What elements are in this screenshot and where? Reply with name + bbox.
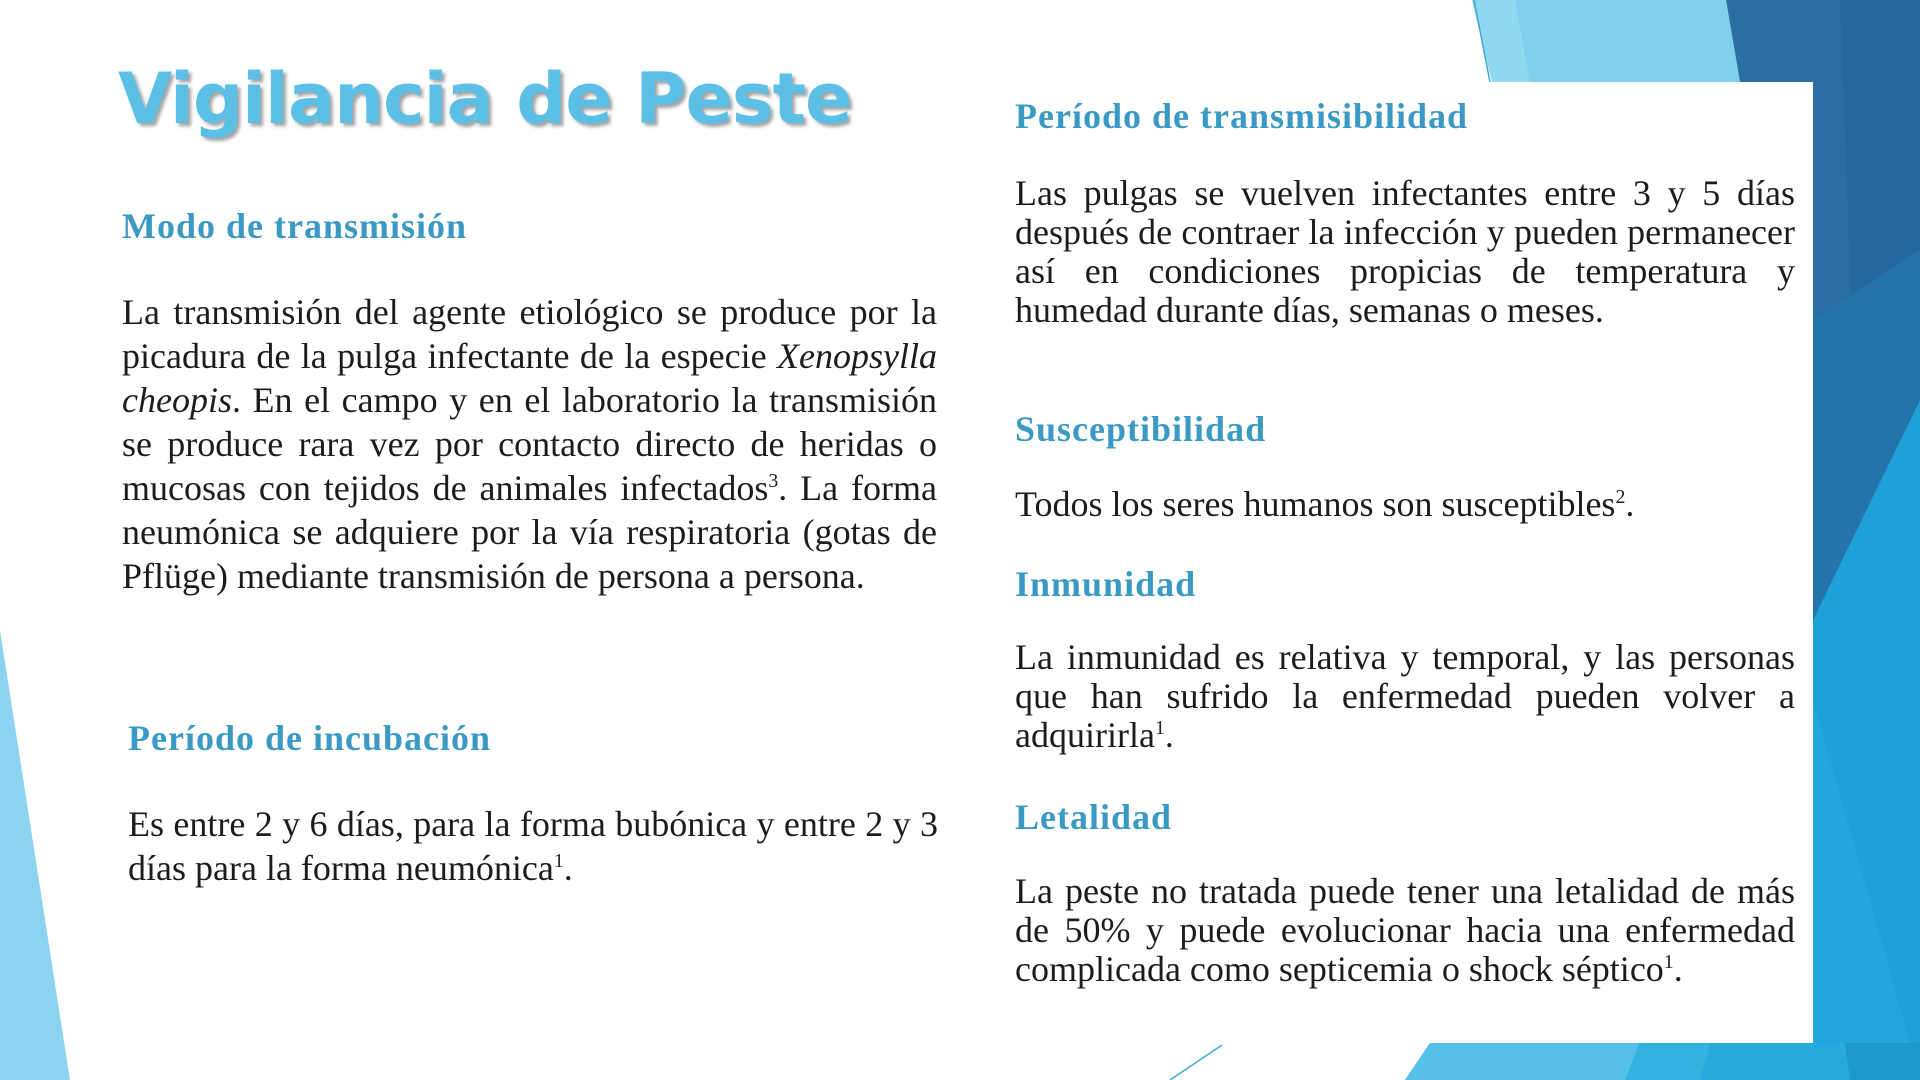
reference-mark: 3 bbox=[768, 470, 779, 492]
heading-inmunidad: Inmunidad bbox=[1015, 564, 1197, 604]
left-accent-shape bbox=[0, 630, 70, 1080]
species-name: Xenopsylla cheopis bbox=[122, 336, 937, 420]
paragraph-letalidad: La peste no tratada puede tener una letalidad de más de 50% y puede evolucionar hacia una enfermedad complicada como septicemia o shock séptico$^1$. bbox=[1015, 871, 1795, 989]
paragraph-susceptibilidad: Todos los seres humanos son susceptibles$^2$. bbox=[1015, 484, 1635, 524]
reference-mark: 1 bbox=[1663, 951, 1674, 973]
reference-mark: 1 bbox=[1154, 717, 1165, 739]
paragraph-modo-transmision: La transmisión del agente etiológico se produce por la picadura de la pulga infectante de la especie Xenopsylla cheopis. En el campo y en el laboratorio la transmisión se produce rara vez por contacto directo de heridas o mucosas con tejidos de animales infectados$^3$. La forma neumónica se adquiere por la vía respiratoria (gotas de Pflüge) mediante transmisión de persona a persona. bbox=[122, 292, 937, 596]
heading-modo-transmision: Modo de transmisión bbox=[122, 206, 468, 246]
heading-susceptibilidad: Susceptibilidad bbox=[1015, 409, 1267, 449]
heading-periodo-transmisibilidad: Período de transmisibilidad bbox=[1015, 96, 1469, 136]
decorative-line bbox=[1170, 1045, 1222, 1080]
paragraph-periodo-transmisibilidad: Las pulgas se vuelven infectantes entre 3 y 5 días después de contraer la infección y pueden permanecer así en condiciones propicias de temperatura y humedad durante días, semanas o meses. bbox=[1015, 173, 1795, 330]
heading-periodo-incubacion: Período de incubación bbox=[128, 718, 492, 758]
reference-mark: 2 bbox=[1615, 486, 1626, 508]
reference-mark: 1 bbox=[553, 850, 564, 872]
heading-letalidad: Letalidad bbox=[1015, 797, 1173, 837]
slide-title: Vigilancia de Peste bbox=[118, 58, 852, 140]
paragraph-periodo-incubacion: Es entre 2 y 6 días, para la forma bubónica y entre 2 y 3 días para la forma neumónica$^1$. bbox=[128, 804, 938, 888]
paragraph-inmunidad: La inmunidad es relativa y temporal, y las personas que han sufrido la enfermedad pueden volver a adquirirla$^1$. bbox=[1015, 637, 1795, 755]
